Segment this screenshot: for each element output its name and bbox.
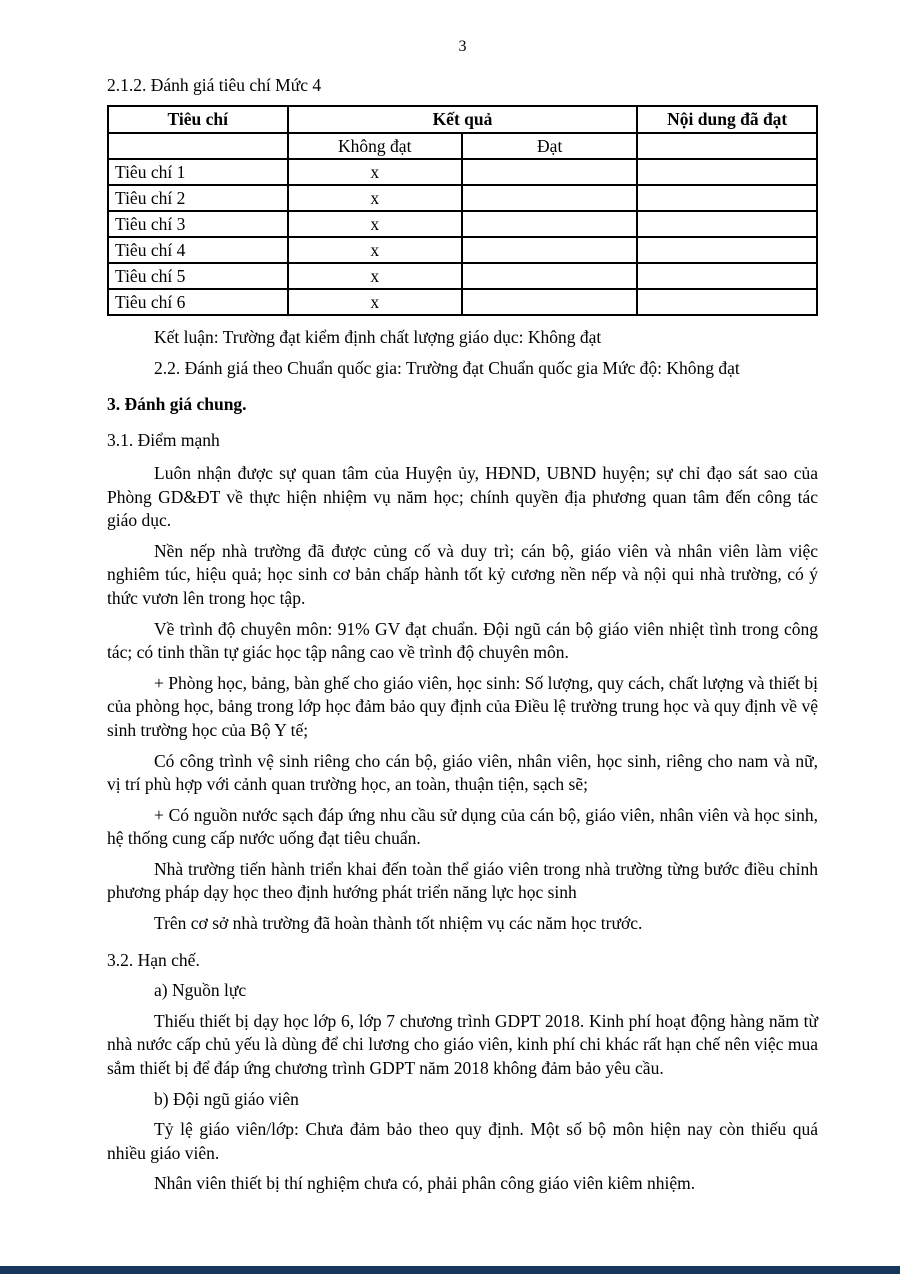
row-pass-mark	[462, 185, 637, 211]
subheader-empty	[637, 133, 817, 159]
criteria-evaluation-table	[107, 105, 818, 316]
section-2-1-2-heading: 2.1.2. Đánh giá tiêu chí Mức 4	[107, 75, 322, 95]
page-number: 3	[458, 38, 467, 55]
row-pass-mark	[462, 159, 637, 185]
row-fail-mark: x	[288, 263, 462, 289]
row-fail-mark: x	[288, 211, 462, 237]
row-fail-mark: x	[288, 159, 462, 185]
row-content	[637, 237, 817, 263]
page-content	[107, 0, 818, 1196]
paragraph: Nhà trường tiến hành triển khai đến toàn thể giáo viên trong nhà trường từng bước điều chỉnh phương pháp dạy học theo định hướng phát triển năng lực học sinh	[107, 858, 818, 903]
subheader-empty	[108, 133, 288, 159]
paragraph: Nền nếp nhà trường đã được củng cố và duy trì; cán bộ, giáo viên và nhân viên làm việc nghiêm túc, hiệu quả; học sinh cơ bản chấp hành tốt kỷ cương nền nếp và nội qui nhà trường, có ý thức vươn lên trong học tập.	[107, 540, 818, 608]
table-row	[108, 237, 817, 263]
section-3-1-heading: 3.1. Điểm mạnh	[107, 430, 220, 451]
paragraph: Có công trình vệ sinh riêng cho cán bộ, giáo viên, nhân viên, học sinh, riêng cho nam và nữ, vị trí phù hợp với cảnh quan trường học, an toàn, thuận tiện, sạch sẽ;	[107, 750, 818, 795]
table-row	[108, 211, 817, 237]
table-row	[108, 185, 817, 211]
conclusion-line: Kết luận: Trường đạt kiểm định chất lượng giáo dục: Không đạt	[154, 326, 602, 347]
paragraph: + Có nguồn nước sạch đáp ứng nhu cầu sử dụng của cán bộ, giáo viên, nhân viên và học sinh, hệ thống cung cấp nước uống đạt tiêu chuẩn.	[107, 804, 818, 849]
row-pass-mark	[462, 211, 637, 237]
header-criteria: Tiêu chí	[108, 106, 288, 133]
paragraph: Về trình độ chuyên môn: 91% GV đạt chuẩn. Đội ngũ cán bộ giáo viên nhiệt tình trong công tác; có tinh thần tự giác học tập nâng cao về trình độ chuyên môn.	[107, 618, 818, 663]
row-label: Tiêu chí 5	[108, 263, 288, 289]
row-pass-mark	[462, 289, 637, 315]
header-result: Kết quả	[288, 106, 638, 133]
table-subheader-row	[108, 133, 817, 159]
sub-b-heading: b) Đội ngũ giáo viên	[154, 1088, 299, 1109]
subheader-fail: Không đạt	[288, 133, 462, 159]
table-header-row	[108, 106, 817, 133]
row-label: Tiêu chí 4	[108, 237, 288, 263]
paragraph: Luôn nhận được sự quan tâm của Huyện ủy, HĐND, UBND huyện; sự chỉ đạo sát sao của Phòng GD&ĐT về thực hiện nhiệm vụ năm học; chính quyền địa phương quan tâm đến công tác giáo dục.	[107, 462, 818, 531]
row-label: Tiêu chí 6	[108, 289, 288, 315]
row-pass-mark	[462, 237, 637, 263]
bottom-bar	[0, 1266, 900, 1274]
header-content: Nội dung đã đạt	[637, 106, 817, 133]
table-row	[108, 289, 817, 315]
paragraph: Trên cơ sở nhà trường đã hoàn thành tốt nhiệm vụ các năm học trước.	[154, 913, 643, 934]
section-3-2-heading: 3.2. Hạn chế.	[107, 949, 200, 970]
row-content	[637, 211, 817, 237]
row-label: Tiêu chí 3	[108, 211, 288, 237]
row-label: Tiêu chí 1	[108, 159, 288, 185]
row-fail-mark: x	[288, 237, 462, 263]
sub-a-heading: a) Nguồn lực	[154, 980, 247, 1001]
row-content	[637, 263, 817, 289]
section-3-heading: 3. Đánh giá chung.	[107, 393, 247, 414]
row-fail-mark: x	[288, 185, 462, 211]
row-content	[637, 289, 817, 315]
section-2-2-line: 2.2. Đánh giá theo Chuẩn quốc gia: Trường đạt Chuẩn quốc gia Mức độ: Không đạt	[154, 358, 740, 379]
row-pass-mark	[462, 263, 637, 289]
subheader-pass: Đạt	[462, 133, 637, 159]
row-content	[637, 159, 817, 185]
row-fail-mark: x	[288, 289, 462, 315]
row-label: Tiêu chí 2	[108, 185, 288, 211]
row-content	[637, 185, 817, 211]
paragraph: Tỷ lệ giáo viên/lớp: Chưa đảm bảo theo quy định. Một số bộ môn hiện nay còn thiếu quá nhiều giáo viên.	[107, 1119, 818, 1163]
table-row	[108, 263, 817, 289]
paragraph: Nhân viên thiết bị thí nghiệm chưa có, phải phân công giáo viên kiêm nhiệm.	[154, 1173, 696, 1194]
paragraph: + Phòng học, bảng, bàn ghế cho giáo viên, học sinh: Số lượng, quy cách, chất lượng và thiết bị của phòng học, bảng trong lớp học đảm bảo quy định của Điều lệ trường trung học và quy định về vệ sinh trường học của Bộ Y tế;	[107, 672, 818, 740]
table-row	[108, 159, 817, 185]
paragraph: Thiếu thiết bị dạy học lớp 6, lớp 7 chương trình GDPT 2018. Kinh phí hoạt động hàng năm từ nhà nước cấp chủ yếu là dùng để chi lương cho giáo viên, kinh phí chi khác rất hạn chế nên việc mua sắm thiết bị để đáp ứng chương trình GDPT năm 2018 không đảm bảo yêu cầu.	[107, 1010, 818, 1079]
